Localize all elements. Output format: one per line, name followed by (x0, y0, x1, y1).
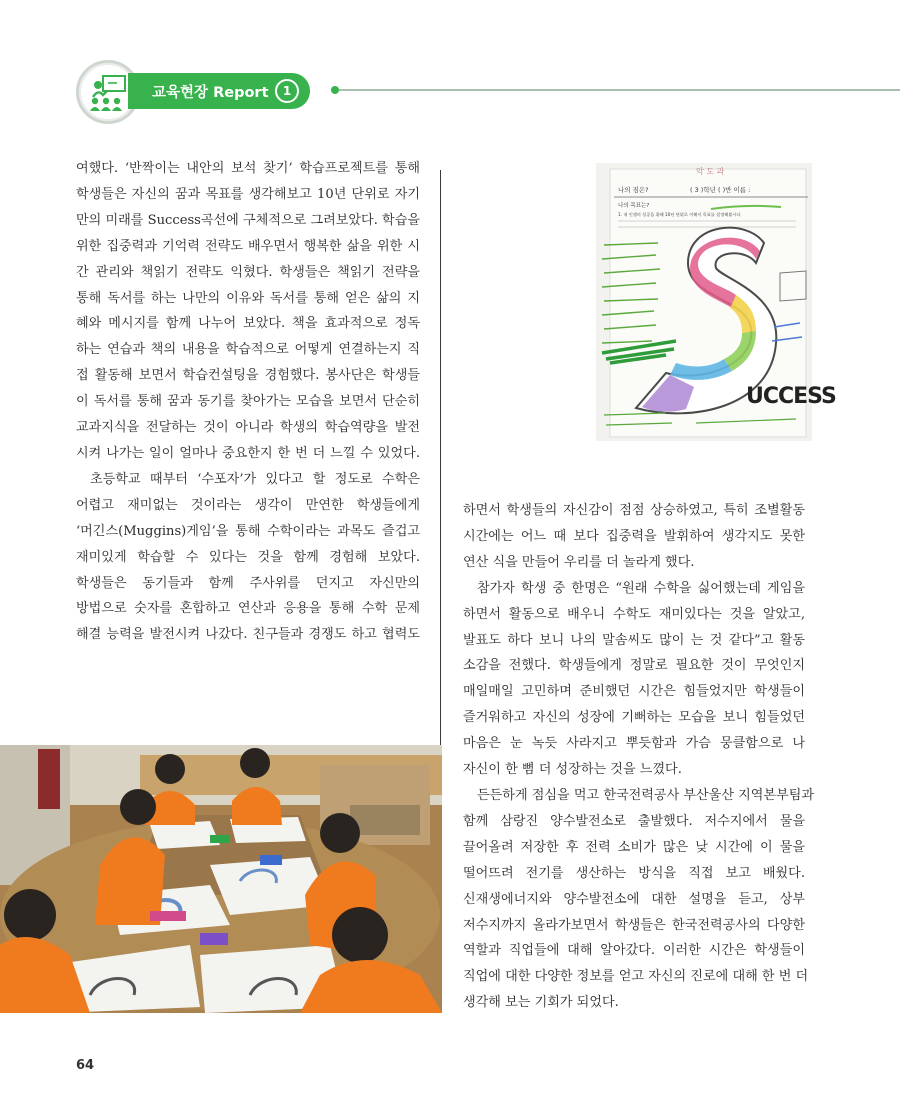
text-line: 든든하게 점심을 먹고 한국전력공사 부산울산 지역본부팀과 (477, 787, 815, 803)
worksheet-instruction: 1. 내 인생의 성공을 위해 10년 단위로 이해서 목표를 설정해봅시다 (618, 212, 741, 217)
text-line: 직업에 대한 다양한 정보를 얻고 자신의 진로에 대해 한 번 더 (463, 969, 809, 985)
text-line: 간 관리와 책읽기 전략도 익혔다. 학생들은 책읽기 전략을 (76, 264, 420, 280)
text-line: 여했다. ‘반짝이는 내안의 보석 찾기’ 학습프로젝트를 통해 (76, 161, 420, 176)
worksheet-title: 나의 짐은? (618, 186, 649, 194)
text-line: 교과지식을 전달하는 것이 아니라 학생의 학습역량을 발전 (76, 420, 420, 436)
worksheet-success-word: UCCESS (746, 384, 836, 409)
text-line: 통해 독서를 하는 나만의 이유와 독서를 통해 얻은 삶의 지 (76, 290, 420, 306)
text-line: 함께 삼랑진 양수발전소로 출발했다. 저수지에서 물을 (463, 813, 805, 829)
text-line: ‘머긴스(Muggins)게임’을 통해 수학이라는 과목도 즐겁고 (76, 523, 420, 539)
text-line: 신재생에너지와 양수발전소에 대한 설명을 듣고, 상부 (463, 891, 805, 907)
text-line: 생각해 보는 기회가 되었다. (463, 995, 619, 1011)
header-line-dot (331, 86, 339, 94)
text-line: 학생들은 동기들과 함께 주사위를 던지고 자신만의 (76, 575, 420, 591)
text-line: 해결 능력을 발전시켜 나갔다. 친구들과 경쟁도 하고 협력도 (76, 627, 420, 643)
text-line: 역할과 직업들에 대해 알아갔다. 이러한 시간은 학생들이 (463, 943, 805, 959)
text-line: 하면서 학생들의 자신감이 점점 상승하였고, 특히 조별활동 (463, 503, 805, 518)
text-line: 이 독서를 통해 꿈과 동기를 찾아가는 모습을 보면서 단순히 (76, 394, 420, 410)
text-line: 시간에는 어느 때 보다 집중력을 발휘하여 생각지도 못한 (463, 528, 805, 544)
text-line: 발표도 하다 보니 나의 말솜씨도 많이 는 것 같다”고 활동 (463, 632, 805, 648)
text-line: 시켜 나가는 일이 얼마나 중요한지 한 번 더 느낄 수 있었다. (76, 445, 420, 461)
text-line: 소감을 전했다. 학생들에게 정말로 필요한 것이 무엇인지 (463, 658, 805, 674)
text-line: 저수지까지 올라가보면서 학생들은 한국전력공사의 다양한 (463, 917, 805, 933)
text-line: 어렵고 재미없는 것이라는 생각이 만연한 학생들에게 (76, 497, 420, 513)
text-line: 매일매일 고민하며 준비했던 시간은 힘들었지만 학생들이 (463, 684, 805, 700)
classroom-photo (0, 745, 442, 1013)
worksheet-photo (596, 163, 836, 441)
text-line: 연산 식을 만들어 우리를 더 놀라게 했다. (463, 554, 695, 570)
text-line: 끌어올려 저장한 후 전력 소비가 많은 낮 시간에 이 물을 (463, 839, 805, 855)
text-line: 위한 집중력과 기억력 전략도 배우면서 행복한 삶을 위한 시 (76, 238, 420, 254)
left-column-text (76, 156, 420, 648)
text-line: 참가자 학생 중 한명은 “원래 수학을 싫어했는데 게임을 (477, 580, 805, 596)
text-line: 자신이 한 뼘 더 성장하는 것을 느꼈다. (463, 762, 682, 778)
text-line: 하면서 활동으로 배우니 수학도 재미있다는 것을 알았고, (463, 606, 805, 622)
teacher-board-icon (87, 71, 129, 113)
worksheet-question: 나의 목표는? (618, 203, 650, 209)
section-title: 교육현장 Report (152, 85, 269, 101)
text-line: 마음은 눈 녹듯 사라지고 뿌듯함과 가슴 뭉클함으로 나 (463, 736, 805, 752)
text-line: 하는 연습과 책의 내용을 학습적으로 어떻게 연결하는지 직 (76, 342, 420, 358)
page-number: 64 (76, 1058, 95, 1073)
text-line: 방법으로 숫자를 혼합하고 연산과 응용을 통해 수학 문제 (76, 601, 420, 617)
text-line: 초등학교 때부터 ‘수포자’가 있다고 할 정도로 수학은 (90, 471, 420, 487)
svg-text:악 도 과: 악 도 과 (696, 167, 725, 176)
text-line: 혜와 메시지를 함께 나누어 보았다. 책을 효과적으로 정독 (76, 316, 420, 332)
header-rule (339, 89, 900, 91)
text-line: 만의 미래를 Success곡선에 구체적으로 그려보았다. 학습을 (76, 212, 420, 228)
text-line: 떨어뜨려 전기를 생산하는 방식을 직접 보고 배웠다. (463, 865, 805, 881)
text-line: 재미있게 학습할 수 있다는 것을 함께 경험해 보았다. (76, 549, 420, 565)
text-line: 학생들은 자신의 꿈과 목표를 생각해보고 10년 단위로 자기 (76, 186, 420, 202)
worksheet-row: ( 3 )학년 ( )반 이름 : (690, 186, 751, 194)
right-column-text (463, 498, 815, 1016)
text-line: 즐거워하고 자신의 성장에 기뻐하는 모습을 보니 힘들었던 (463, 710, 805, 726)
text-line: 접 활동해 보면서 학습컨설팅을 경험했다. 봉사단은 학생들 (76, 368, 420, 384)
section-title-pill (128, 73, 310, 109)
section-number: 1 (275, 79, 299, 103)
